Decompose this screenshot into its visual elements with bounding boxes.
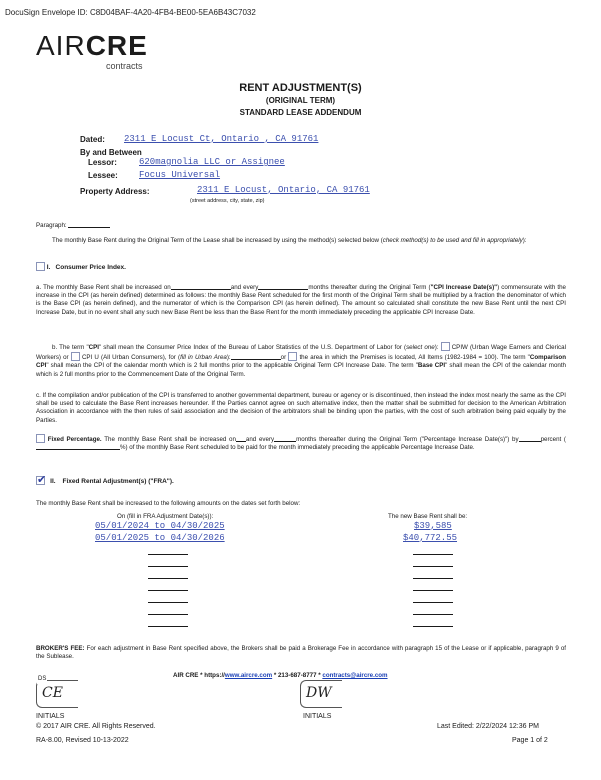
- para-a: a. The monthly Base Rent shall be increased on and every months thereafter during the Original Term ("CPI Increase Date(s)") commensurate with the increase in the CPI (as herein defined) determined as follows: the monthly Base Rent scheduled for the first month of the Original Term shall be multiplied by a fraction the denominator of which is the Base CPI (as herein defined), and the numerator of which is the Comparison CPI (as herein defined). The amount so calculated shall constitute the new Base Rent until the next CPI Increase Date, but in no event shall any such new Base Rent be less than the Base Rent for the month immediately preceding the applicable CPI Increase Date.: [36, 284, 566, 316]
- paragraph-label: Paragraph:: [36, 222, 67, 229]
- paragraph-field[interactable]: [68, 227, 110, 228]
- property-hint: (street address, city, state, zip): [190, 198, 265, 204]
- fixed-percent-words-field[interactable]: [519, 441, 541, 442]
- property-label: Property Address:: [80, 187, 150, 196]
- lessee-label: Lessee:: [88, 171, 118, 180]
- fra-date-blank[interactable]: [148, 626, 188, 627]
- fra-rent-column-header: The new Base Rent shall be:: [388, 513, 468, 520]
- last-edited: Last Edited: 2/22/2024 12:36 PM: [437, 723, 539, 730]
- section-2-heading: ✔ II. Fixed Rental Adjustment(s) ("FRA").: [36, 476, 174, 487]
- fixed-percent-field[interactable]: [36, 449, 120, 450]
- contact-email-link[interactable]: contracts@aircre.com: [322, 672, 388, 679]
- fra-rent-2[interactable]: $40,772.55: [403, 533, 458, 543]
- fra-rent-1[interactable]: $39,585: [414, 521, 452, 531]
- by-between-label: By and Between: [80, 148, 142, 157]
- fra-rent-blank[interactable]: [413, 614, 453, 615]
- docusign-tag: DS: [38, 676, 47, 682]
- fra-date-blank[interactable]: [148, 554, 188, 555]
- lessor-label: Lessor:: [88, 158, 117, 167]
- initials-signature-right: DW: [306, 685, 332, 701]
- fra-date-blank[interactable]: [148, 578, 188, 579]
- fra-intro: The monthly Base Rent shall be increased to the following amounts on the dates set forth below:: [36, 500, 301, 507]
- cpi-checkbox[interactable]: [36, 262, 45, 271]
- broker-fee-paragraph: BROKER'S FEE: For each adjustment in Base Rent specified above, the Brokers shall be paid a Brokerage Fee in accordance with paragraph 15 of the Lease or if applicable, paragraph 9 of the Sublease.: [36, 645, 566, 661]
- urban-area-field[interactable]: [231, 359, 281, 360]
- fra-rent-blank[interactable]: [413, 602, 453, 603]
- property-field[interactable]: 2311 E Locust, Ontario, CA 91761: [197, 185, 370, 195]
- doc-title: RENT ADJUSTMENT(S): [239, 82, 362, 94]
- logo-subtext: contracts: [106, 61, 143, 71]
- fra-date-1[interactable]: 05/01/2024 to 04/30/2025: [95, 521, 225, 531]
- initials-label-left: INITIALS: [36, 713, 65, 720]
- lessee-field[interactable]: Focus Universal: [139, 170, 221, 180]
- fra-date-blank[interactable]: [148, 614, 188, 615]
- cpi-months-field[interactable]: [258, 289, 308, 290]
- intro-paragraph: The monthly Base Rent during the Original Term of the Lease shall be increased by using the method(s) selected below (check method(s) to be used and fill in appropriately):: [52, 237, 527, 244]
- doc-subtitle-2: STANDARD LEASE ADDENDUM: [239, 108, 362, 117]
- initials-label-right: INITIALS: [303, 713, 332, 720]
- fra-date-column-header: On (fill in FRA Adjustment Date(s)):: [117, 513, 214, 520]
- aircre-link[interactable]: www.aircre.com: [224, 672, 273, 679]
- paragraph-row: [36, 222, 110, 230]
- initials-signature-left: CE: [42, 685, 63, 701]
- para-b: b. The term "CPI" shall mean the Consumer Price Index of the Bureau of Labor Statistics of the U.S. Department of Labor for (select one): CPIW (Urban Wage Earners and Clerical Workers) or CPI U (All Urban Consumers), for (fill in Urban Area): or the area in which the Premises is located, All Items (1982-1984 = 100). The term "Comparison CPI" shall mean the CPI of the calendar month which is 2 full months prior to the applicable Original Term CPI Increase Date. The term "Base CPI" shall mean the CPI of the calendar month which is 2 full months prior to the Commencement Date of the Original Term.: [36, 344, 567, 378]
- copyright: © 2017 AIR CRE. All Rights Reserved.: [36, 723, 156, 730]
- dated-field[interactable]: 2311 E Locust Ct, Ontario , CA 91761: [124, 134, 319, 144]
- contact-line: AIR CRE * https://www.aircre.com * 213-687-8777 * contracts@aircre.com: [173, 672, 388, 679]
- fra-date-blank[interactable]: [148, 602, 188, 603]
- fra-rent-blank[interactable]: [413, 626, 453, 627]
- fra-date-blank[interactable]: [148, 566, 188, 567]
- fra-date-blank[interactable]: [148, 590, 188, 591]
- fra-rent-blank[interactable]: [413, 566, 453, 567]
- revision: RA-8.00, Revised 10-13-2022: [36, 737, 129, 744]
- cpiu-checkbox[interactable]: [71, 352, 80, 361]
- doc-subtitle: (ORIGINAL TERM): [265, 96, 336, 105]
- cpi-start-field[interactable]: [171, 289, 231, 290]
- premises-area-checkbox[interactable]: [288, 352, 297, 361]
- section-1-heading: I. Consumer Price Index.: [36, 262, 126, 273]
- logo-text-air: AIR: [36, 30, 86, 61]
- fra-rent-blank[interactable]: [413, 578, 453, 579]
- lessor-field[interactable]: 620magnolia LLC or Assignee: [139, 157, 285, 167]
- fixed-months-field[interactable]: [274, 441, 296, 442]
- fixed-percentage-paragraph: Fixed Percentage. The monthly Base Rent shall be increased on and every months thereafter during the Original Term ("Percentage Increase Date(s)") by percent (%) of the monthly Base Rent scheduled to be paid for the month immediately preceding the applicable Percentage Increase Date.: [36, 434, 566, 452]
- dated-label: Dated:: [80, 135, 105, 144]
- fixed-percentage-checkbox[interactable]: [36, 434, 45, 443]
- envelope-id: DocuSign Envelope ID: C8D04BAF-4A20-4FB4-BE00-5EA6B43C7032: [5, 8, 256, 17]
- fra-rent-blank[interactable]: [413, 590, 453, 591]
- air-cre-logo: [36, 30, 148, 71]
- fra-rent-blank[interactable]: [413, 554, 453, 555]
- fixed-start-field[interactable]: [236, 441, 246, 442]
- para-c: c. If the compilation and/or publication of the CPI is transferred to another governmental department, bureau or agency or is discontinued, then instead the index most nearly the same as the CPI shall be used to calculate the Base Rent increases hereunder. If the Parties cannot agree on such alternative index, then the matter shall be submitted for decision to the American Arbitration Association in accordance with the then rules of said association and the decision of the arbitrators shall be binding upon the parties, with the cost of such arbitration being paid equally by the Parties.: [36, 392, 566, 424]
- cpiw-checkbox[interactable]: [441, 342, 450, 351]
- fra-checkbox[interactable]: [36, 476, 45, 485]
- page-number: Page 1 of 2: [512, 737, 548, 744]
- fra-date-2[interactable]: 05/01/2025 to 04/30/2026: [95, 533, 225, 543]
- logo-text-cre: CRE: [85, 30, 148, 61]
